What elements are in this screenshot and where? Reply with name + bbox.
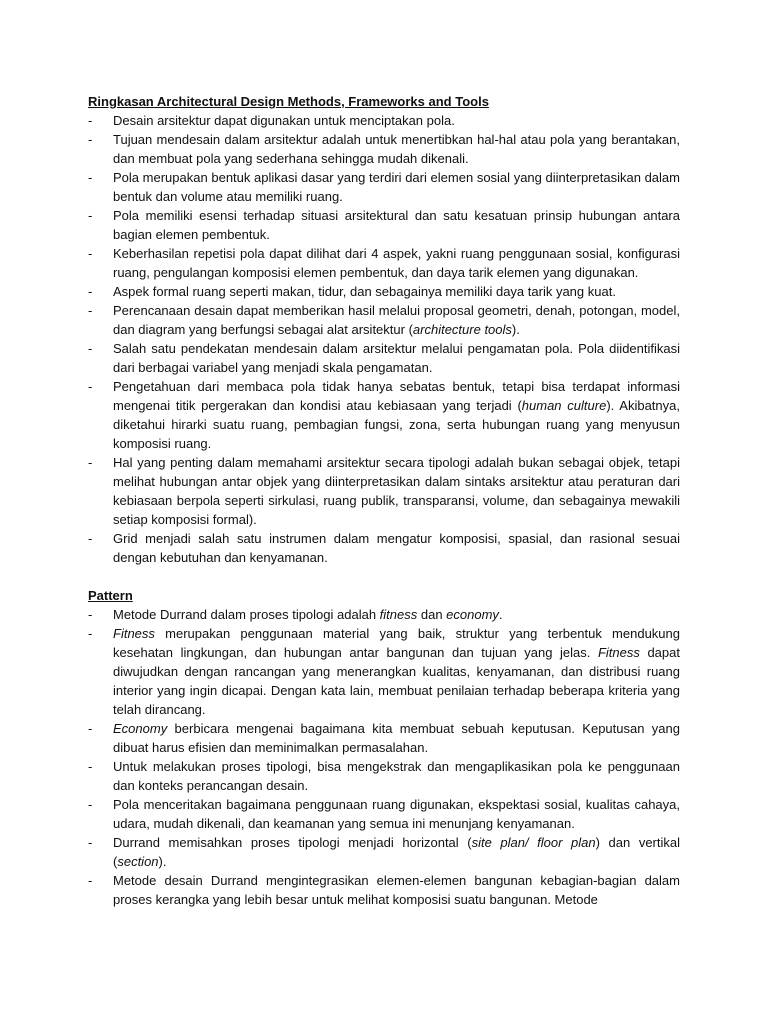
bullet-text: dan <box>417 607 447 622</box>
bullet-text: Pengetahuan dari membaca pola tidak hanya sebatas bentuk, tetapi bisa terdapat informasi mengenai titik pergerakan dan kondisi atau kebiasaan yang terjadi ( <box>113 379 680 413</box>
bullet-item <box>88 244 680 282</box>
italic-text: Fitness <box>597 645 640 660</box>
bullet-text: berbicara mengenai bagaimana kita membuat sebuah keputusan. Keputusan yang dibuat harus efisien dan meminimalkan permasalahan. <box>113 721 680 755</box>
bullet-text: Salah satu pendekatan mendesain dalam arsitektur melalui pengamatan pola. Pola diidentifikasi dari berbagai variabel yang menjadi skala pengamatan. <box>113 341 680 375</box>
bullet-item <box>88 757 680 795</box>
italic-text: Economy <box>113 721 168 736</box>
italic-text: site plan/ floor plan <box>471 835 596 850</box>
bullet-item <box>88 624 680 719</box>
bullet-item <box>88 795 680 833</box>
bullet-list <box>88 111 680 567</box>
bullet-text: Keberhasilan repetisi pola dapat dilihat dari 4 aspek, yakni ruang penggunaan sosial, konfigurasi ruang, pengulangan komposisi elemen pembentuk, dan daya tarik elemen yang digunakan. <box>113 246 680 280</box>
bullet-text: Metode desain Durrand mengintegrasikan elemen-elemen bangunan kebagian-bagian dalam proses kerangka yang lebih besar untuk melihat komposisi suatu bangunan. Metode <box>113 873 680 907</box>
bullet-text: ) dan vertikal ( <box>113 835 681 869</box>
bullet-text: Metode Durrand dalam proses tipologi adalah <box>113 607 380 622</box>
italic-text: architecture tools <box>412 322 512 337</box>
bullet-text: . <box>498 607 503 622</box>
bullet-text: Pola memiliki esensi terhadap situasi arsitektural dan satu kesatuan prinsip hubungan antara bagian elemen pembentuk. <box>113 208 680 242</box>
bullet-text: Desain arsitektur dapat digunakan untuk menciptakan pola. <box>113 113 455 128</box>
italic-text: fitness <box>379 607 418 622</box>
bullet-text: ). <box>158 854 167 869</box>
bullet-text: Aspek formal ruang seperti makan, tidur, dan sebagainya memiliki daya tarik yang kuat. <box>113 284 616 299</box>
bullet-item <box>88 377 680 453</box>
bullet-text: Pola merupakan bentuk aplikasi dasar yang terdiri dari elemen sosial yang diinterpretasikan dalam bentuk dan volume atau memiliki ruang. <box>113 170 680 204</box>
document-content <box>88 92 680 909</box>
italic-text: human culture <box>521 398 607 413</box>
bullet-item <box>88 130 680 168</box>
pattern-section <box>88 586 680 909</box>
italic-text: Fitness <box>113 626 155 641</box>
bullet-text: Hal yang penting dalam memahami arsitektur secara tipologi adalah bukan sebagai objek, tetapi melihat hubungan antar objek yang diinterpretasikan dalam sintaks arsitektur atau peraturan dari kebiasaan berpola seperti sirkulasi, ruang publik, transparansi, volume, dan sebagainya mewakili setiap komposisi formal). <box>113 455 680 527</box>
bullet-item <box>88 339 680 377</box>
bullet-item <box>88 719 680 757</box>
bullet-text: ). Akibatnya, diketahui hirarki suatu ruang, pembagian fungsi, zona, serta hubungan ruang yang menyusun komposisi ruang. <box>113 398 680 451</box>
section-heading: Pattern <box>88 588 133 603</box>
bullet-text: Tujuan mendesain dalam arsitektur adalah untuk menertibkan hal-hal atau pola yang berantakan, dan membuat pola yang sederhana sehingga mudah dikenali. <box>113 132 680 166</box>
bullet-item <box>88 453 680 529</box>
bullet-text: Perencanaan desain dapat memberikan hasil melalui proposal geometri, denah, potongan, model, dan diagram yang berfungsi sebagai alat arsitektur ( <box>113 303 680 337</box>
italic-text: economy <box>446 607 499 622</box>
bullet-item <box>88 168 680 206</box>
bullet-item <box>88 833 680 871</box>
bullet-item <box>88 871 680 909</box>
bullet-item <box>88 301 680 339</box>
italic-text: section <box>117 854 159 869</box>
bullet-item <box>88 282 680 301</box>
bullet-list <box>88 605 680 909</box>
section-heading: Ringkasan Architectural Design Methods, Frameworks and Tools <box>88 94 489 109</box>
bullet-item <box>88 206 680 244</box>
bullet-text: dapat diwujudkan dengan rancangan yang menerangkan kualitas, kenyamanan, dan distribusi ruang interior yang ingin dicapai. Dengan kata lain, membuat penilaian terhadap beberapa kriteria yang telah dirancang. <box>113 645 680 717</box>
bullet-text: Grid menjadi salah satu instrumen dalam mengatur komposisi, spasial, dan rasional sesuai dengan kebutuhan dan kenyamanan. <box>113 531 680 565</box>
bullet-text: Durrand memisahkan proses tipologi menjadi horizontal ( <box>113 835 472 850</box>
bullet-text: Untuk melakukan proses tipologi, bisa mengekstrak dan mengaplikasikan pola ke penggunaan dan konteks perancangan desain. <box>113 759 680 793</box>
bullet-text: Pola menceritakan bagaimana penggunaan ruang digunakan, ekspektasi sosial, kualitas cahaya, udara, mudah dikenali, dan keamanan yang semua ini menunjang kenyamanan. <box>113 797 680 831</box>
bullet-text: merupakan penggunaan material yang baik, struktur yang terbentuk mendukung kesehatan lingkungan, dan hubungan antar bangunan dan tujuan yang jelas. <box>113 626 680 660</box>
bullet-item <box>88 605 680 624</box>
bullet-text: ). <box>511 322 520 337</box>
summary-section <box>88 92 680 567</box>
bullet-item <box>88 529 680 567</box>
bullet-item <box>88 111 680 130</box>
